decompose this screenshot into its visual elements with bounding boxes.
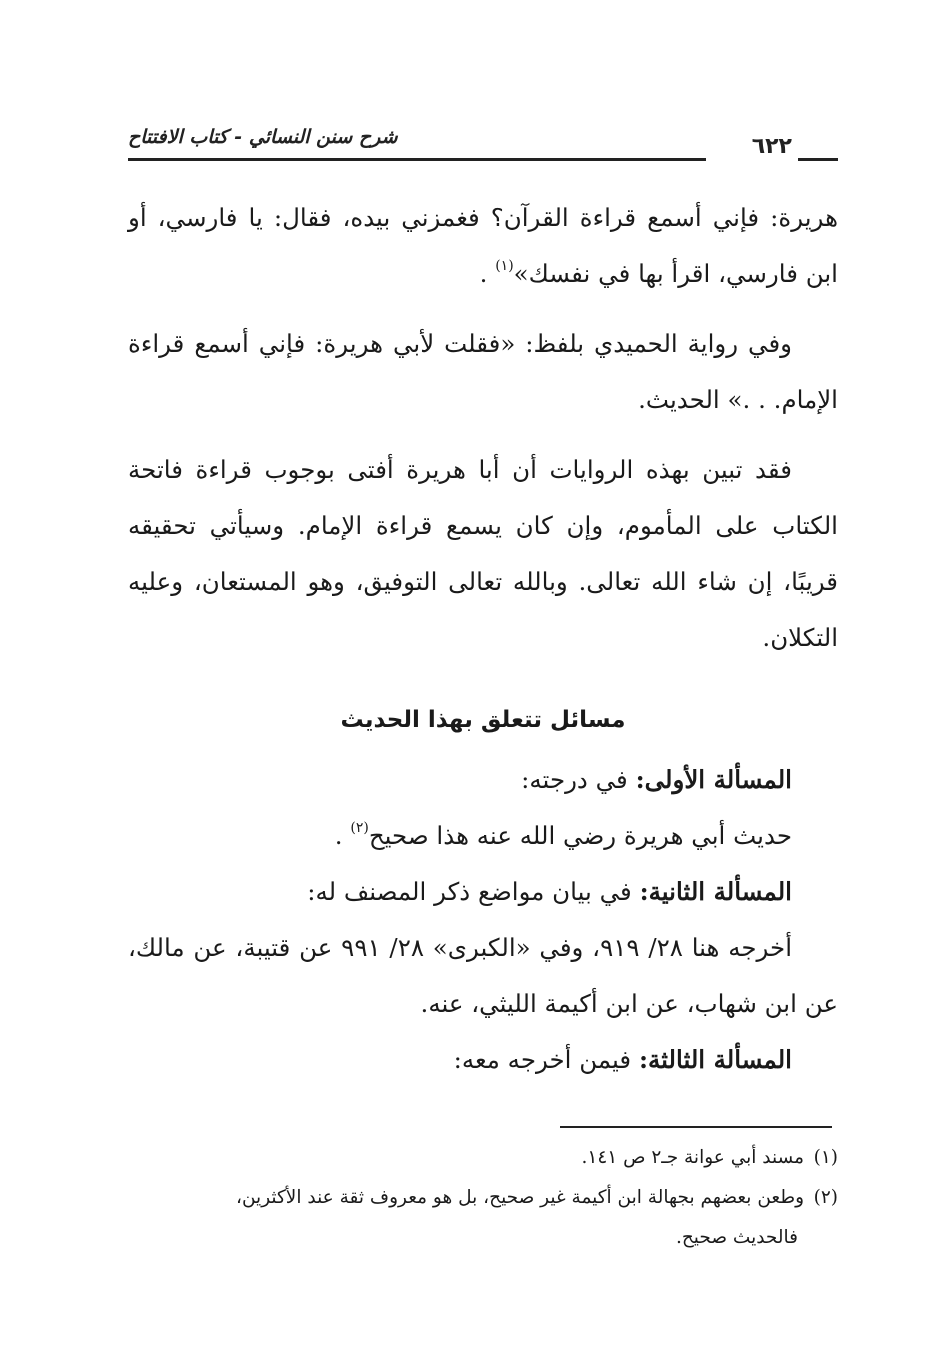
footnote-separator <box>560 1126 832 1128</box>
question-3 <box>128 1032 838 1088</box>
question-1-body: حديث أبي هريرة رضي الله عنه هذا صحيح$^{(٢)}$ . <box>334 820 792 850</box>
paragraph-3: فقد تبين بهذه الروايات أن أبا هريرة أفتى بوجوب قراءة فاتحة الكتاب على المأموم، وإن كان يسمع قراءة الإمام. وسيأتي تحقيقه قريبًا، إن شاء الله تعالى. وبالله تعالى التوفيق، وهو المستعان، وعليه التكلان. <box>128 455 838 652</box>
header-title: شرح سنن النسائي - كتاب الافتتاح <box>128 126 398 148</box>
question-2 <box>128 864 838 920</box>
question-2-text: في بيان مواضع ذكر المصنف له: <box>307 877 632 906</box>
question-3-label: المسألة الثالثة: <box>638 1045 792 1074</box>
header-rule-short <box>798 158 838 161</box>
footnote-2-text: وطعن بعضهم بجهالة ابن أكيمة غير صحيح، بل هو معروف ثقة عند الأكثرين، <box>236 1187 804 1208</box>
paragraph-1: هريرة: فإني أسمع قراءة القرآن؟ فغمزني بيده، فقال: يا فارسي، أو ابن فارسي، اقرأ بها في نفسك»$^{(١)}$ . <box>128 203 838 288</box>
question-1 <box>128 752 838 808</box>
page-number: ٦٢٢ <box>751 134 792 159</box>
footnote-1-number: (١) <box>813 1147 838 1168</box>
question-3-text: فيمن أخرجه معه: <box>453 1045 632 1074</box>
footnote-ref-1[interactable]: (١) <box>495 258 514 274</box>
main-text <box>128 190 838 1088</box>
footnote-2-continuation: فالحديث صحيح. <box>675 1227 798 1248</box>
footnote-2 <box>128 1178 838 1218</box>
footnote-1-text: مسند أبي عوانة جـ٢ ص ١٤١. <box>581 1147 804 1168</box>
footnote-2-number: (٢) <box>813 1187 838 1208</box>
header-rule <box>128 158 706 161</box>
running-header <box>128 126 838 166</box>
footnote-ref-2[interactable]: (٢) <box>350 820 369 836</box>
question-1-text: في درجته: <box>521 765 628 794</box>
question-2-label: المسألة الثانية: <box>639 877 792 906</box>
footnote-1 <box>128 1138 838 1178</box>
section-title: مسائل تتعلق بهذا الحديث <box>340 707 626 733</box>
question-2-body: أخرجه هنا ٢٨/ ٩١٩، وفي «الكبرى» ٢٨/ ٩٩١ عن قتيبة، عن مالك، عن ابن شهاب، عن ابن أكيمة الليثي، عنه. <box>128 933 838 1018</box>
question-1-label: المسألة الأولى: <box>635 765 792 794</box>
paragraph-2: وفي رواية الحميدي بلفظ: «فقلت لأبي هريرة: فإني أسمع قراءة الإمام. . .» الحديث. <box>128 329 838 414</box>
footnotes <box>128 1138 838 1258</box>
